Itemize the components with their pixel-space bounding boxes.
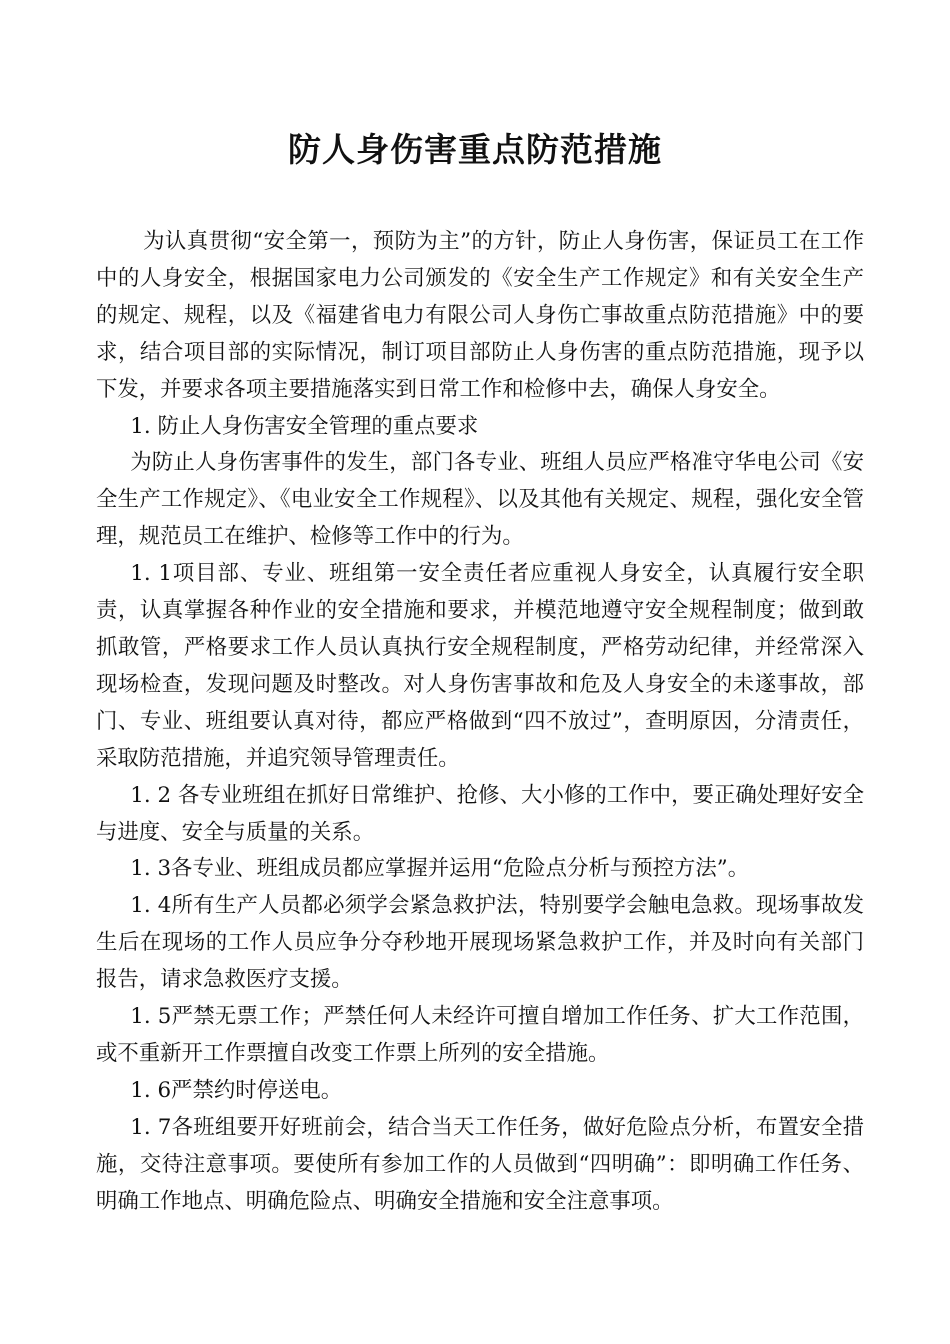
- document-title: 防人身伤害重点防范措施: [288, 130, 662, 169]
- item-1-6-paragraph: 1. 6严禁约时停送电。: [130, 1077, 343, 1103]
- item-1-5-paragraph: 1. 5严禁无票工作；严禁任何人未经许可擅自增加工作任务、扩大工作范围，或不重新开工作票擅自改变工作票上所列的安全措施。: [96, 1004, 864, 1066]
- item-1-4-paragraph: 1. 4所有生产人员都必须学会紧急救护法，特别要学会触电急救。现场事故发生后在现场的工作人员应争分夺秒地开展现场紧急救护工作，并及时向有关部门报告，请求急救医疗支援。: [96, 893, 864, 993]
- section-heading-1: 1. 防止人身伤害安全管理的重点要求: [130, 413, 479, 439]
- item-1-3-paragraph: 1. 3各专业、班组成员都应掌握并运用“危险点分析与预控方法”。: [130, 856, 750, 882]
- intro-paragraph: 为认真贯彻“安全第一，预防为主”的方针，防止人身伤害，保证员工在工作中的人身安全，根据国家电力公司颁发的《安全生产工作规定》和有关安全生产的规定、规程，以及《福建省电力有限公司人身伤亡事故重点防范措施》中的要求，结合项目部的实际情况，制订项目部防止人身伤害的重点防范措施，现予以下发，并要求各项主要措施落实到日常工作和检修中去，确保人身安全。: [96, 229, 864, 402]
- document-body: [96, 224, 864, 1220]
- item-1-7-paragraph: 1. 7各班组要开好班前会，结合当天工作任务，做好危险点分析，布置安全措施，交待注意事项。要使所有参加工作的人员做到“四明确”：即明确工作任务、明确工作地点、明确危险点、明确安全措施和安全注意事项。: [96, 1114, 864, 1214]
- item-1-2-paragraph: 1. 2 各专业班组在抓好日常维护、抢修、大小修的工作中，要正确处理好安全与进度、安全与质量的关系。: [96, 782, 864, 845]
- section-1-intro-paragraph: 为防止人身伤害事件的发生，部门各专业、班组人员应严格准守华电公司《安全生产工作规定》、《电业安全工作规程》、以及其他有关规定、规程，强化安全管理，规范员工在维护、检修等工作中的行为。: [96, 450, 864, 550]
- item-1-1-paragraph: 1. 1项目部、专业、班组第一安全责任者应重视人身安全，认真履行安全职责，认真掌握各种作业的安全措施和要求，并模范地遵守安全规程制度；做到敢抓敢管，严格要求工作人员认真执行安全规程制度，严格劳动纪律，并经常深入现场检查，发现问题及时整改。对人身伤害事故和危及人身安全的未遂事故，部门、专业、班组要认真对待，都应严格做到“四不放过”，查明原因，分清责任，采取防范措施，并追究领导管理责任。: [96, 561, 864, 771]
